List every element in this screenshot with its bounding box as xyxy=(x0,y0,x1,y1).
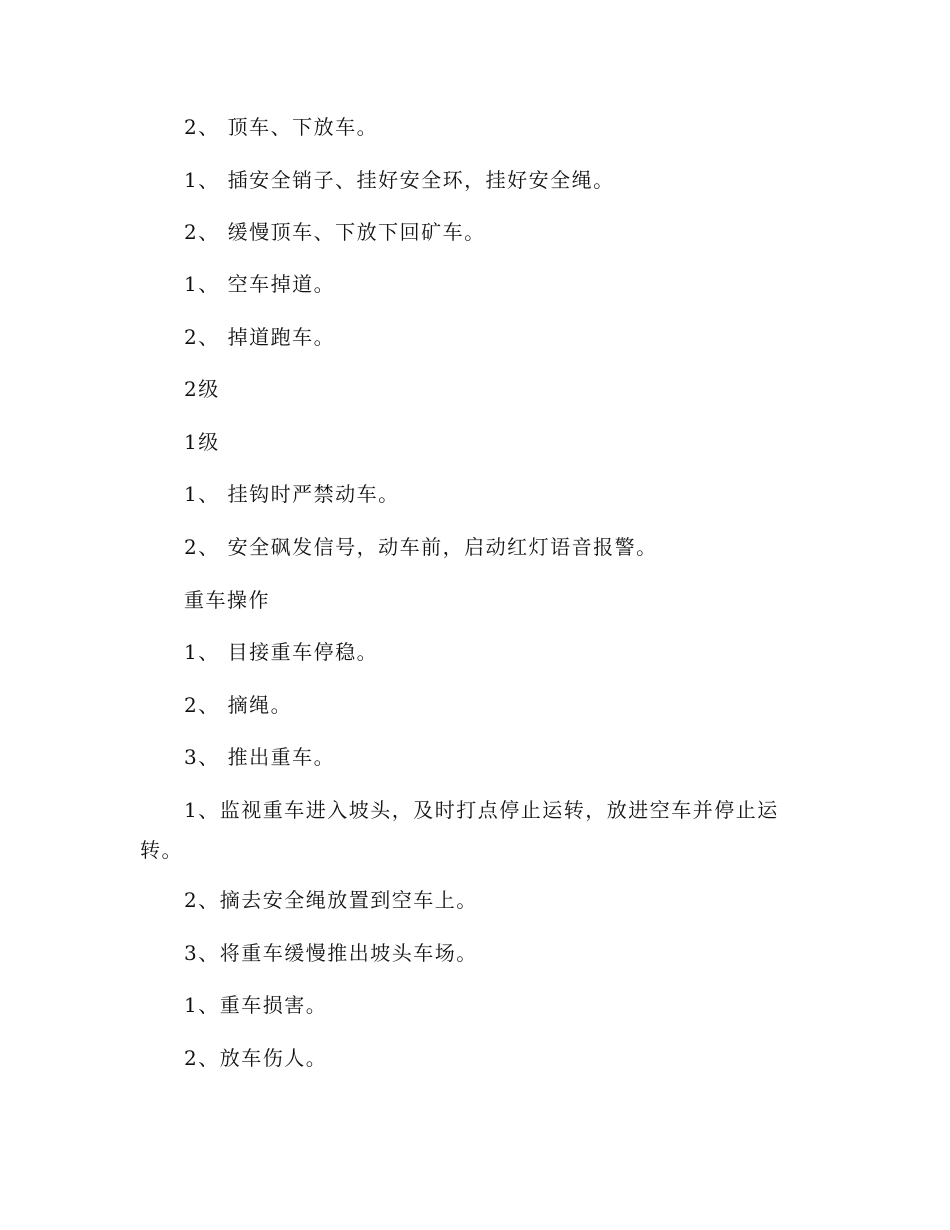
paragraph-8: 1、 挂钩时严禁动车。 xyxy=(184,482,400,506)
paragraph-9: 2、 安全砜发信号，动车前，启动红灯语音报警。 xyxy=(184,535,658,559)
paragraph-3: 2、 缓慢顶车、下放下回矿车。 xyxy=(184,220,486,244)
paragraph-12: 2、 摘绳。 xyxy=(184,693,293,717)
paragraph-4: 1、 空车掉道。 xyxy=(184,272,336,296)
paragraph-2: 1、 插安全销子、挂好安全环，挂好安全绳。 xyxy=(184,168,615,192)
paragraph-13: 3、 推出重车。 xyxy=(184,745,336,769)
paragraph-11: 1、 目接重车停稳。 xyxy=(184,640,379,664)
paragraph-14: 1、监视重车进入坡头，及时打点停止运转，放进空车并停止运转。 xyxy=(140,798,779,862)
paragraph-18: 2、放车伤人。 xyxy=(184,1046,328,1070)
paragraph-5: 2、 掉道跑车。 xyxy=(184,325,336,349)
paragraph-1: 2、 顶车、下放车。 xyxy=(184,115,379,139)
paragraph-17: 1、重车损害。 xyxy=(184,993,328,1017)
paragraph-16: 3、将重车缓慢推出坡头车场。 xyxy=(184,941,478,965)
paragraph-15: 2、摘去安全绳放置到空车上。 xyxy=(184,888,478,912)
paragraph-10: 重车操作 xyxy=(184,588,270,612)
paragraph-7: 1级 xyxy=(184,430,220,454)
paragraph-6: 2级 xyxy=(184,377,220,401)
